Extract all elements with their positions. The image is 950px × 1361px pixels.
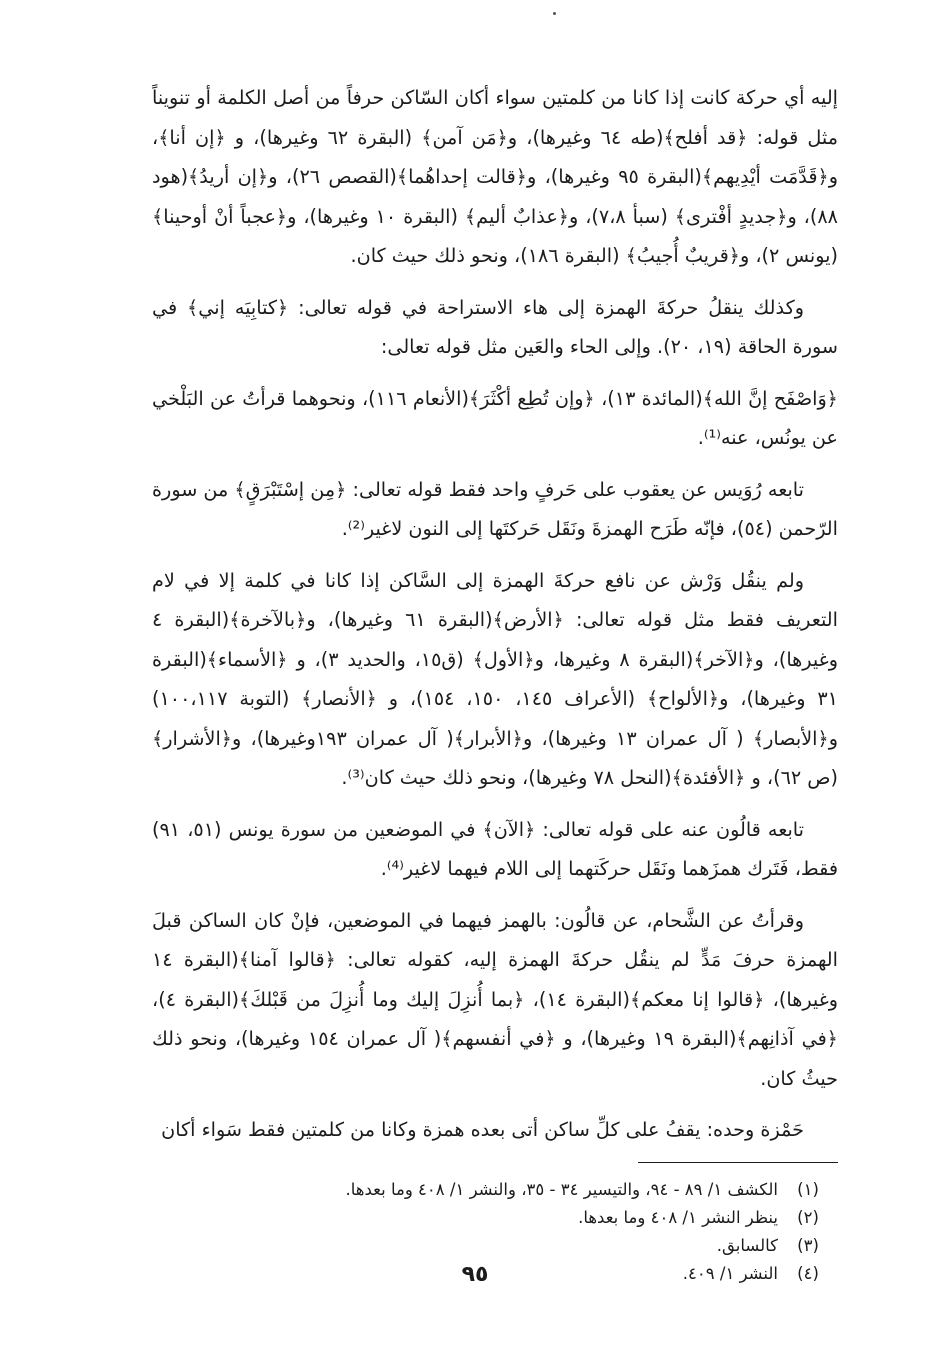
footnote-number: (١) (797, 1179, 819, 1199)
paragraph-1: إليه أي حركة كانت إذا كانا من كلمتين سواء أكان السّاكن حرفاً من أصل الكلمة أو تنويناً مثل قوله: ﴿قد أفلح﴾(طه ٦٤ وغيرها)، و﴿مَن آمن﴾ (البقرة ٦٢ وغيرها)، و ﴿إن أنا﴾، و﴿قَدَّمَت أيْدِيهم﴾(البقرة ٩٥ وغيرها)، و﴿قالت إحداهُما﴾(القصص ٢٦)، و﴿إن أريدُ﴾(هود ٨٨)، و﴿جديدٍ أفْترى﴾ (سبأ ٧،٨)، و﴿عذابٌ أليم﴾ (البقرة ١٠ وغيرها)، و﴿عجباً أنْ أوحينا﴾ (يونس ٢)، و﴿قريبٌ أُجيبُ﴾ (البقرة ١٨٦)، ونحو ذلك حيث كان. (152, 86, 839, 267)
paragraph-8: حَمْزة وحده: يقفُ على كلِّ ساكن أتى بعده همزة وكانا من كلمتين فقط سَواء أكان (161, 1118, 804, 1141)
footnote-2 (152, 1205, 838, 1231)
footnote-text: النشر ١/ ٤٠٩. (682, 1263, 778, 1283)
footnote-divider (638, 1162, 838, 1163)
paragraph-5: ولم ينقُل وَرْش عن نافع حركةَ الهمزة إلى السَّاكن إذا كانا في كلمة إلا في لام التعريف فقط مثل قوله تعالى: ﴿الأرض﴾(البقرة ٦١ وغيرها)، و﴿بالآخرة﴾(البقرة ٤ وغيرها)، و﴿الآخر﴾(البقرة ٨ وغيرها، و﴿الأول﴾ (ق١٥، والحديد ٣)، و ﴿الأسماء﴾(البقرة ٣١ وغيرها)، و﴿الألواح﴾ (الأعراف ١٤٥، ١٥٠، ١٥٤)، و ﴿الأنصار﴾ (التوبة ١٠٠،١١٧) و﴿الأبصار﴾ ( آل عمران ١٣ وغيرها)، و﴿الأبرار﴾( آل عمران ١٩٣وغيرها)، و﴿الأشرار﴾ (ص ٦٢)، و ﴿الأفئدة﴾(النحل ٧٨ وغيرها)، ونحو ذلك حيث كان⁽³⁾. (152, 568, 838, 789)
paragraph-6: تابعه قالُون عنه على قوله تعالى: ﴿الآن﴾ في الموضعين من سورة يونس (٥١، ٩١) فقط، فَتَرك همزَهما ونَقَل حركَتهما إلى اللام فيهما لاغير⁽⁴⁾. (152, 817, 838, 880)
footnote-text: الكشف ١/ ٨٩ - ٩٤، والتيسير ٣٤ - ٣٥، والنشر ١/ ٤٠٨ وما بعدها. (345, 1179, 778, 1199)
paragraph-2: وكذلك ينقلُ حركةَ الهمزة إلى هاء الاستراحة في قوله تعالى: ﴿كتابِيَه إني﴾ في سورة الحاقة (١٩، ٢٠). وإلى الحاء والعَين مثل قوله تعالى: (152, 295, 838, 358)
footnote-text: ينظر النشر ١/ ٤٠٨ وما بعدها. (578, 1207, 778, 1227)
paragraph-3: ﴿وَاصْفَح إنَّ الله﴾(المائدة ١٣)، ﴿وإن تُطِع أكْثَرَ﴾(الأنعام ١١٦)، ونحوهما قرأتُ عن البَلْخي عن يونُس، عنه⁽¹⁾. (152, 386, 838, 449)
footnote-1 (152, 1177, 838, 1203)
footnote-number: (٣) (797, 1235, 819, 1255)
paragraph-4: تابعه رُوَيس عن يعقوب على حَرفٍ واحد فقط قوله تعالى: ﴿مِن إسْتَبْرَقٍ﴾ من سورة الرّحمن (٥٤)، فإنّه طَرَح الهمزةَ ونَقَل حَركتَها إلى النون لاغير⁽²⁾. (152, 477, 838, 540)
footnote-number: (٢) (797, 1207, 819, 1227)
page-number: ٩٥ (461, 1262, 489, 1287)
main-text (152, 78, 838, 1150)
paragraph-7: وقرأتُ عن الشَّحام، عن قالُون: بالهمز فيهما في الموضعين، فإنْ كان الساكن قبلَ الهمزة حرفَ مَدٍّ لم ينقُل حركةَ الهمزة إليه، كقوله تعالى: ﴿قالوا آمنا﴾(البقرة ١٤ وغيرها)، ﴿قالوا إنا معكم﴾(البقرة ١٤)، ﴿بما أُنزِلَ إليك وما أُنزِلَ من قَبْلكَ﴾(البقرة ٤)، ﴿في آذانِهم﴾(البقرة ١٩ وغيرها)، و ﴿في أنفسهم﴾( آل عمران ١٥٤ وغيرها)، ونحو ذلك حيثُ كان. (152, 908, 838, 1090)
footnote-number: (٤) (797, 1263, 819, 1283)
footnote-3 (152, 1233, 838, 1259)
footnote-text: كالسابق. (716, 1235, 778, 1255)
scan-speck (553, 12, 556, 15)
